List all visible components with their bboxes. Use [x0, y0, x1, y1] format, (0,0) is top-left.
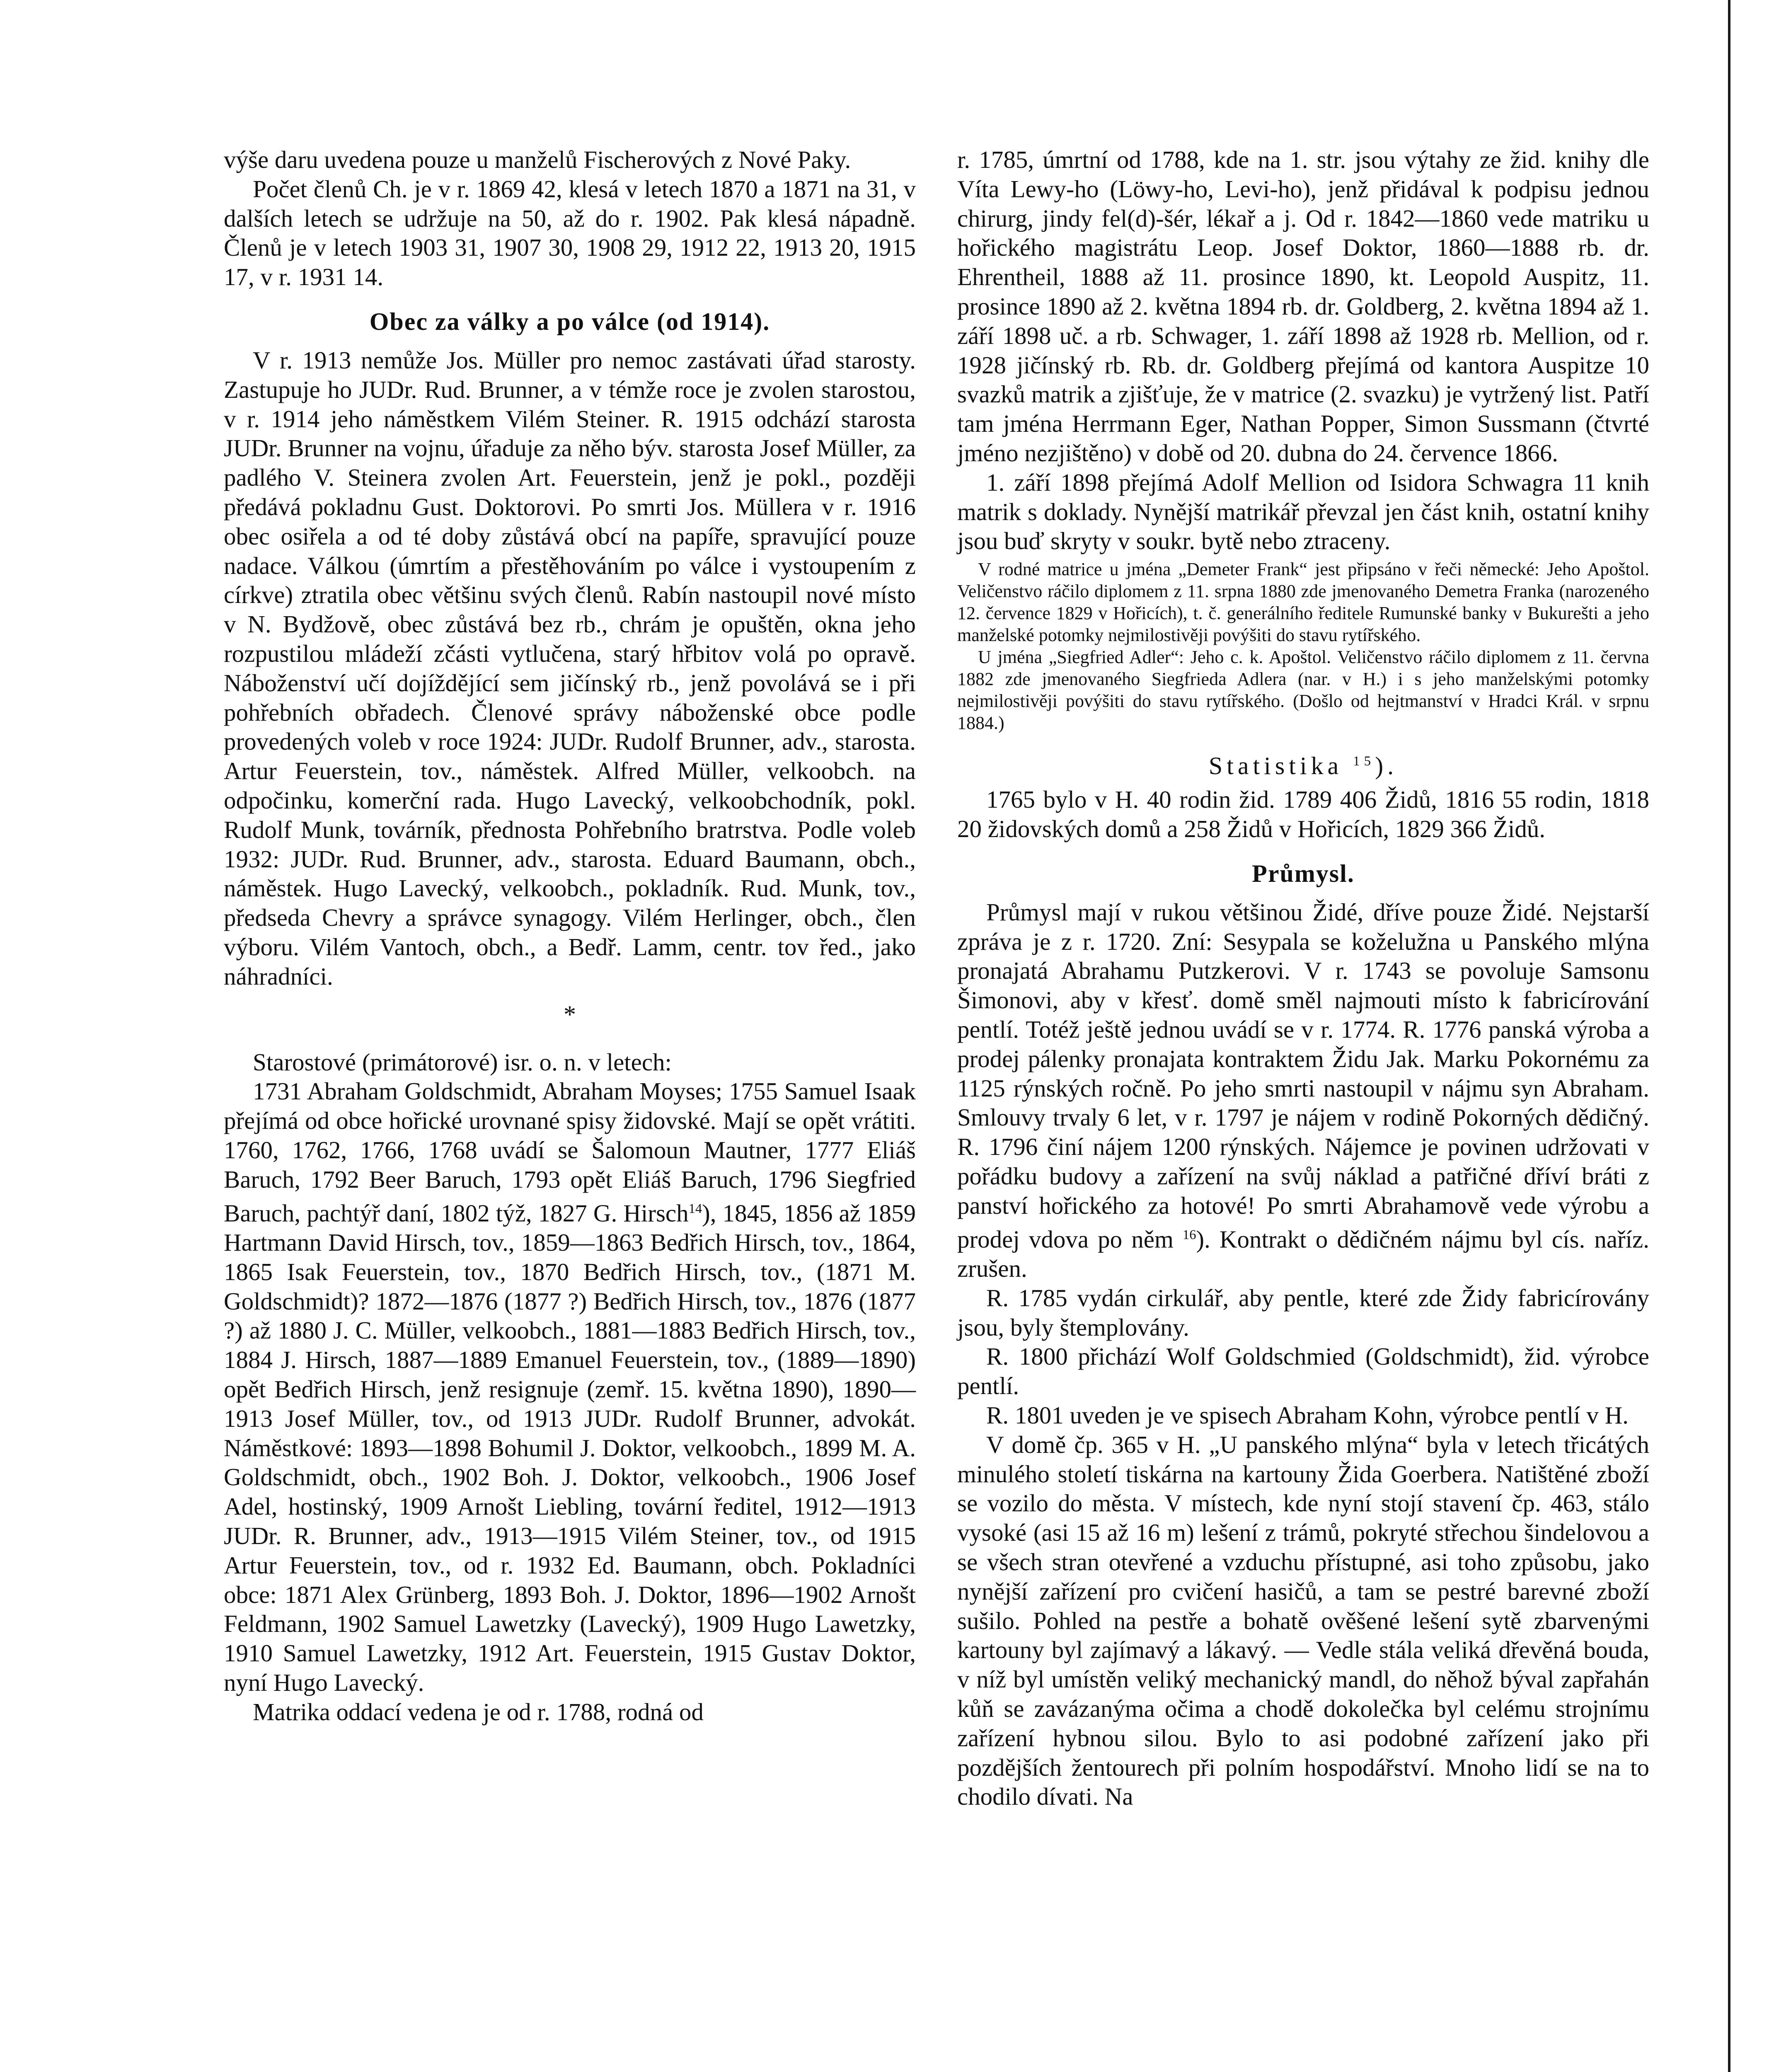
note-paragraph: V rodné matrice u jména „Demeter Frank“ jest připsáno v řeči německé: Jeho Apoštol. Veličenstvo ráčilo diplomem z 11. srpna 1880 zde jmenovaného Demetra Franka (narozeného 12. července 1829 v Hořicích), t. č. generálního ředitele Rumunské banky v Bukurešti a jeho manželské potomky nejmilostivěji povýšiti do stavu rytířského.	[957, 559, 1649, 646]
paragraph: Počet členů Ch. je v r. 1869 42, klesá v letech 1870 a 1871 na 31, v dalších letech se udržuje na 50, až do r. 1902. Pak klesá nápadně. Členů je v letech 1903 31, 1907 30, 1908 29, 1912 22, 1913 20, 1915 17, v r. 1931 14.	[224, 175, 916, 291]
paragraph: R. 1785 vydán cirkulář, aby pentle, které zde Židy fabricírovány jsou, byly štemplovány.	[957, 1284, 1649, 1341]
paragraph-mayors	[224, 1077, 916, 1697]
text-run: Průmysl mají v rukou většinou Židé, dříve pouze Židé. Nejstarší zpráva je z r. 1720. Zní: Sesypala se koželužna u Panského mlýna pronajatá Abrahamu Putzkerovi. V r. 1743 se povoluje Samsonu Šimonovi, aby v křesť. domě směl najmouti místo k fabricírování pentlí. Totéž ještě jednou uvádí se v r. 1774. R. 1776 panská výroba a prodej pálenky pronajata kontraktem Židu Jak. Marku Pokornému za 1125 rýnských ročně. Po jeho smrti nastoupil v nájmu syn Abraham. Smlouvy trvaly 6 let, v r. 1797 je nájem v rodině Pokorných dědičný. R. 1796 činí nájem 1200 rýnských. Nájemce je povinen udržovati v pořádku budovy a zařízení na svůj náklad a patřičné dříví bráti z panství hořického za hotové! Po smrti Abrahamově vede výrobu a prodej vdova po něm	[957, 898, 1649, 1253]
note-paragraph: U jména „Siegfried Adler“: Jeho c. k. Apoštol. Veličenstvo ráčilo diplomem z 11. června 1882 zde jmenovaného Siegfrieda Adlera (nar. v H.) i s jeho manželskými potomky nejmilostivěji povýšiti do stavu rytířského. (Došlo od hejtmanství v Hradci Král. v srpnu 1884.)	[957, 647, 1649, 733]
paragraph: V r. 1913 nemůže Jos. Müller pro nemoc zastávati úřad starosty. Zastupuje ho JUDr. Rud. Brunner, a v témže roce je zvolen starostou, v r. 1914 jeho náměstkem Vilém Steiner. R. 1915 odchází starosta JUDr. Brunner na vojnu, úřaduje za něho býv. starosta Josef Müller, za padlého V. Steinera zvolen Art. Feuerstein, jenž je pokl., později předává pokladnu Gust. Doktorovi. Po smrti Jos. Müllera v r. 1916 obec osiřela a od té doby zůstává obcí na papíře, spravující pouze nadace. Válkou (úmrtím a přestěhováním po válce i vystoupením z církve) ztratila obec většinu svých členů. Rabín nastoupil nové místo v N. Bydžově, obec zůstává bez rb., chrám je opuštěn, okna jeho rozpustilou mládeží zčásti vytlučena, starý hřbitov volá po opravě. Náboženství učí dojíždějící sem jičínský rb., jenž povolává se i při pohřebních obřadech. Členové správy náboženské obce podle provedených voleb v roce 1924: JUDr. Rudolf Brunner, adv., starosta. Artur Feuerstein, tov., náměstek. Alfred Müller, velkoobch. na odpočinku, komerční rada. Hugo Lavecký, velkoobchodník, pokl. Rudolf Munk, továrník, přednosta Pohřebního bratrstva. Podle voleb 1932: JUDr. Rud. Brunner, adv., starosta. Eduard Baumann, obch., náměstek. Hugo Lavecký, velkoobch., pokladník. Rud. Munk, tov., předseda Chevry a správce synagogy. Vilém Herlinger, obch., člen výboru. Vilém Vantoch, obch., a Bedř. Lamm, centr. tov řed., jako náhradníci.	[224, 346, 916, 990]
heading-close: ).	[1375, 752, 1398, 780]
heading-text: Statistika	[1208, 752, 1343, 780]
left-column	[224, 145, 916, 1727]
paragraph: výše daru uvedena pouze u manželů Fischerových z Nové Paky.	[224, 146, 851, 173]
text-run: 1731 Abraham Goldschmidt, Abraham Moyses; 1755 Samuel Isaak přejímá od obce hořické urovnané spisy židovské. Mají se opět vrátiti. 1760, 1762, 1766, 1768 uvádí se Šalomoun Mautner, 1777 Eliáš Baruch, 1792 Beer Baruch, 1793 opět Eliáš Baruch, 1796 Siegfried Baruch, pachtýř daní, 1802 týž, 1827 G. Hirsch	[224, 1077, 916, 1227]
text-run: ), 1845, 1856 až 1859 Hartmann David Hirsch, tov., 1859—1863 Bedřich Hirsch, tov., 1864, 1865 Isak Feuerstein, tov., 1870 Bedřich Hirsch, tov., (1871 M. Goldschmidt)? 1872—1876 (1877 ?) Bedřich Hirsch, tov., 1876 (1877 ?) až 1880 J. C. Müller, velkoobch., 1881—1883 Bedřich Hirsch, tov., 1884 J. Hirsch, 1887—1889 Emanuel Feuerstein, tov., (1889—1890) opět Bedřich Hirsch, jenž resignuje (zemř. 15. května 1890), 1890—1913 Josef Müller, tov., od 1913 JUDr. Rudolf Brunner, advokát. Náměstkové: 1893—1898 Bohumil J. Doktor, velkoobch., 1899 M. A. Goldschmidt, obch., 1902 Boh. J. Doktor, velkoobch., 1906 Josef Adel, hostinský, 1909 Arnošt Liebling, tovární ředitel, 1912—1913 JUDr. R. Brunner, adv., 1913—1915 Vilém Steiner, tov., od 1915 Artur Feuerstein, tov., od r. 1932 Ed. Baumann, obch. Pokladníci obce: 1871 Alex Grünberg, 1893 Boh. J. Doktor, 1896—1902 Arnošt Feldmann, 1902 Samuel Lawetzky (Lavecký), 1909 Hugo Lawetzky, 1910 Samuel Lawetzky, 1912 Art. Feuerstein, 1915 Gustav Doktor, nyní Hugo Lavecký.	[224, 1199, 916, 1696]
section-separator: *	[564, 1000, 576, 1028]
paragraph: 1765 bylo v H. 40 rodin žid. 1789 406 Židů, 1816 55 rodin, 1818 20 židovských domů a 258 Židů v Hořicích, 1829 366 Židů.	[957, 786, 1649, 842]
paragraph: R. 1800 přichází Wolf Goldschmied (Goldschmidt), žid. výrobce pentlí.	[957, 1343, 1649, 1400]
text-run: ). Kontrakt o dědičném nájmu byl cís. naříz. zrušen.	[957, 1225, 1649, 1282]
paragraph: 1. září 1898 přejímá Adolf Mellion od Isidora Schwagra 11 knih matrik s doklady. Nynější matrikář převzal jen část knih, ostatní knihy jsou buď skryty v soukr. bytě nebo ztraceny.	[957, 468, 1649, 555]
right-column	[957, 145, 1649, 1811]
section-heading-statistics	[957, 746, 1649, 781]
paragraph	[957, 898, 1649, 1283]
footnote-ref: 15	[1353, 754, 1375, 769]
paragraph: R. 1801 uveden je ve spisech Abraham Kohn, výrobce pentlí v H.	[986, 1401, 1629, 1429]
paragraph: Starostové (primátorové) isr. o. n. v letech:	[253, 1048, 672, 1076]
section-heading-war: Obec za války a po válce (od 1914).	[369, 307, 770, 335]
paragraph: Matrika oddací vedena je od r. 1788, rodná od	[253, 1698, 704, 1726]
footnote-ref: 14	[688, 1201, 702, 1216]
paragraph: r. 1785, úmrtní od 1788, kde na 1. str. jsou výtahy ze žid. knihy dle Víta Lewy-ho (Löwy-ho, Levi-ho), jenž přidával k podpisu jednou chirurg, jindy fel(d)-šér, lékař a j. Od r. 1842—1860 vede matriku u hořického magistrátu Leop. Josef Doktor, 1860—1888 rb. dr. Ehrentheil, 1888 až 11. prosince 1890, kt. Leopold Auspitz, 11. prosince 1890 až 2. května 1894 rb. dr. Goldberg, 2. května 1894 až 1. září 1898 uč. a rb. Schwager, 1. září 1898 až 1928 rb. Mellion, od r. 1928 jičínský rb. Rb. dr. Goldberg přejímá od kantora Auspitze 10 svazků matrik a zjišťuje, že v matrice (2. svazku) je vytržený list. Patří tam jména Herrmann Eger, Nathan Popper, Simon Sussmann (čtvrté jméno nezjištěno) v době od 20. dubna do 24. července 1866.	[957, 146, 1649, 467]
footnote-ref: 16	[1182, 1227, 1196, 1242]
scan-page-edge	[1728, 0, 1730, 2072]
section-heading-industry: Průmysl.	[1252, 859, 1355, 887]
paragraph: V domě čp. 365 v H. „U panského mlýna“ byla v letech třicátých minulého století tiskárna na kartouny Žida Goerbera. Natištěné zboží se vozilo do města. V místech, kde nyní stojí stavení čp. 463, stálo vysoké (asi 15 až 16 m) lešení z trámů, pokryté střechou šindelovou a se všech stran otevřené a vzduchu přístupné, asi toho způsobu, jako nynější zařízení pro cvičení hasičů, a tam se pestré barevné zboží sušilo. Pohled na pestře a bohatě ověšené lešení sytě zbarvenými kartouny byl zajímavý a lákavý. — Vedle stála veliká dřevěná bouda, v níž byl umístěn veliký mechanický mandl, do něhož býval zapřahán kůň se zavázanýma očima a chodě dokolečka byl celému strojnímu zařízení hybnou silou. Bylo to asi podobné zařízení jako při pozdějších žentourech při polním hospodářství. Mnoho lidí se na to chodilo dívati. Na	[957, 1431, 1649, 1811]
